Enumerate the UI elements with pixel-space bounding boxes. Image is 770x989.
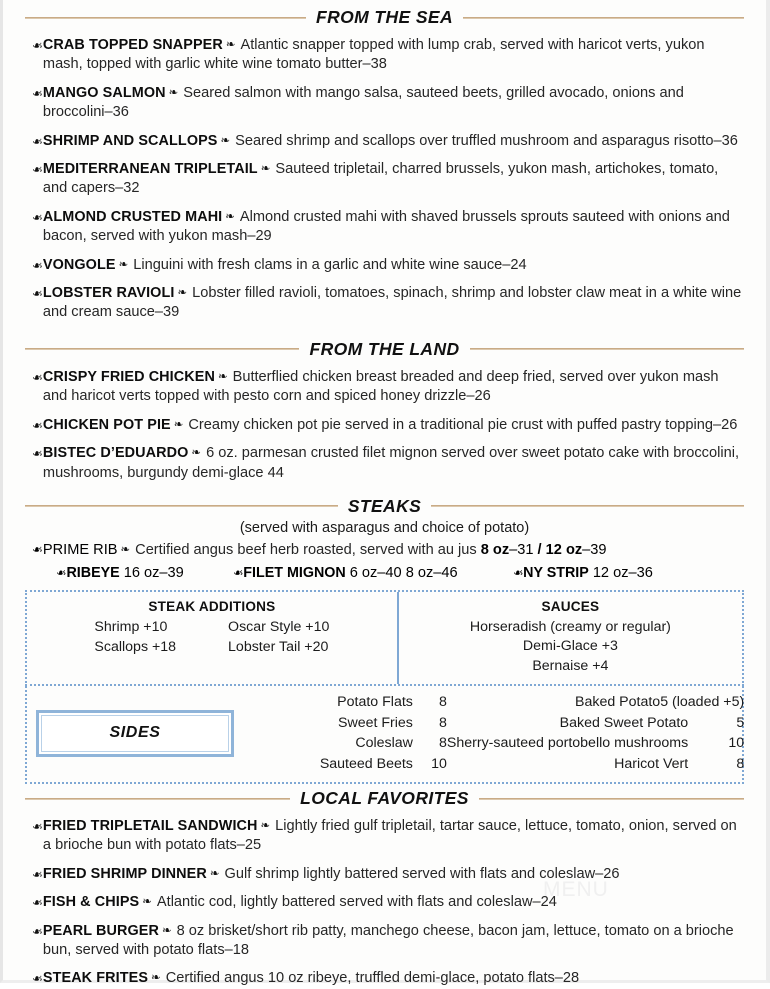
side-price: 8 xyxy=(439,694,447,711)
fleuron-ornament-icon: ❧ xyxy=(217,370,228,383)
list-item[interactable]: Lobster Tail +20 xyxy=(228,638,329,655)
fleuron-ornament-icon: ❧ xyxy=(142,896,152,909)
fleuron-ornament-icon: ❧ xyxy=(168,86,179,99)
divider-rule-left xyxy=(25,17,306,19)
menu-item-description: Atlantic cod, lightly battered served with flats and coleslaw–24 xyxy=(156,894,557,911)
list-item[interactable]: Bernaise +4 xyxy=(532,657,609,674)
fleuron-ornament-icon: ❧ xyxy=(32,286,43,302)
section-title: STEAKS xyxy=(347,495,422,516)
fleuron-ornament-icon: ❧ xyxy=(225,39,236,51)
fleuron-ornament-icon: ❧ xyxy=(32,85,43,101)
fleuron-ornament-icon: ❧ xyxy=(32,257,43,273)
side-name: Baked Sweet Potato xyxy=(559,714,689,731)
menu-item-description: Gulf shrimp lightly battered served with flats and coleslaw–26 xyxy=(224,865,620,882)
menu-item-description: Seared salmon with mango salsa, sauteed beets, grilled avocado, onions and broccolini–36 xyxy=(42,84,684,121)
list-item[interactable]: Shrimp +10 xyxy=(94,618,168,635)
section-title: LOCAL FAVORITES xyxy=(300,788,469,809)
menu-item-body xyxy=(43,893,744,912)
steak-cut-name: RIBEYE xyxy=(66,564,120,581)
sides-columns xyxy=(235,692,745,774)
menu-item-name: CRISPY FRIED CHICKEN xyxy=(42,368,215,385)
divider-rule-right xyxy=(479,798,744,800)
steak-cut-detail: 12 oz–36 xyxy=(592,564,653,581)
side-name: Potato Flats xyxy=(337,694,413,711)
menu-item-body xyxy=(43,416,744,435)
divider-rule-right xyxy=(431,505,744,507)
menu-item-description: 6 oz. parmesan crusted filet mignon served over sweet potato cake with broccolini, mushrooms, burgundy demi-glace 44 xyxy=(42,445,739,481)
fleuron-ornament-icon: ❧ xyxy=(32,162,43,178)
menu-item-body xyxy=(43,284,744,323)
fleuron-ornament-icon: ❧ xyxy=(220,134,231,147)
fleuron-ornament-icon: ❧ xyxy=(32,895,43,911)
menu-item-description: 8 oz brisket/short rib patty, manchego cheese, bacon jam, lettuce, tomato on a brioche bun, served with potato flats–18 xyxy=(42,922,734,959)
menu-item-prime-rib[interactable] xyxy=(25,542,744,558)
side-price: 8 xyxy=(439,714,447,731)
menu-item-name: PRIME RIB xyxy=(42,541,118,558)
steak-cut-detail: 16 oz–39 xyxy=(123,564,184,581)
list-item[interactable]: Scallops +18 xyxy=(94,638,177,655)
section-title: FROM THE LAND xyxy=(309,338,460,359)
fleuron-ornament-icon: ❧ xyxy=(32,446,43,462)
side-price: 5 xyxy=(736,714,745,731)
section-header-steaks xyxy=(25,496,744,517)
section-header-from-the-land xyxy=(25,339,744,360)
prime-rib-size-1: 8 oz xyxy=(480,541,510,558)
fleuron-ornament-icon: ❧ xyxy=(209,867,220,880)
steak-additions-panel xyxy=(27,592,399,684)
prime-rib-price-1: –31 xyxy=(509,541,534,558)
menu-item[interactable] xyxy=(25,969,744,988)
list-item[interactable] xyxy=(447,754,744,774)
fleuron-ornament-icon: ❧ xyxy=(32,38,43,53)
menu-item-name: LOBSTER RAVIOLI xyxy=(42,285,175,302)
menu-item-body xyxy=(43,84,744,123)
menu-item-name: MEDITERRANEAN TRIPLETAIL xyxy=(42,161,258,178)
side-name: Sauteed Beets xyxy=(319,755,413,772)
menu-item[interactable] xyxy=(25,284,744,323)
menu-item-description: Lightly fried gulf tripletail, tartar sauce, lettuce, tomato, onion, served on a brioche bun with potato flats–25 xyxy=(42,818,737,854)
side-name: Sweet Fries xyxy=(337,714,413,731)
menu-item[interactable] xyxy=(25,84,744,123)
fleuron-ornament-icon: ❧ xyxy=(173,418,184,431)
menu-item[interactable] xyxy=(25,36,744,75)
prime-rib-body xyxy=(43,542,607,558)
menu-item-name: PEARL BURGER xyxy=(42,922,159,939)
fleuron-ornament-icon: ❧ xyxy=(225,210,235,223)
list-item[interactable] xyxy=(447,692,744,712)
menu-item-name: BISTEC D’EDUARDO xyxy=(42,445,189,462)
steak-cut-name: FILET MIGNON xyxy=(243,564,346,581)
menu-item-name: MANGO SALMON xyxy=(42,84,166,101)
side-price: 5 (loaded +5) xyxy=(660,694,745,711)
prime-rib-description: Certified angus beef herb roasted, served with au jus xyxy=(135,541,481,558)
prime-rib-price-2: –39 xyxy=(582,541,607,558)
menu-item-name: CHICKEN POT PIE xyxy=(42,416,171,433)
steak-cut-detail: 6 oz–40 8 oz–46 xyxy=(349,564,458,581)
fleuron-ornament-icon: ❧ xyxy=(512,565,524,580)
menu-item[interactable] xyxy=(25,817,744,856)
menu-item-description: Lobster filled ravioli, tomatoes, spinach, shrimp and lobster claw meat in a white wine and cream sauce–39 xyxy=(42,285,742,321)
section-header-from-the-sea xyxy=(25,7,744,28)
steak-cut-filet-mignon[interactable] xyxy=(226,565,458,581)
watermark: MENU xyxy=(543,878,609,901)
steak-additions-grid xyxy=(33,618,391,658)
menu-item-name: STEAK FRITES xyxy=(42,970,149,987)
sides-column-1 xyxy=(239,692,447,774)
steak-cut-ribeye[interactable] xyxy=(49,565,184,581)
fleuron-ornament-icon: ❧ xyxy=(161,924,172,937)
menu-item-name: SHRIMP AND SCALLOPS xyxy=(42,132,218,149)
menu-item-body xyxy=(43,922,744,961)
fleuron-ornament-icon: ❧ xyxy=(32,541,43,557)
fleuron-ornament-icon: ❧ xyxy=(177,287,188,300)
menu-item-body xyxy=(43,817,744,856)
sides-badge: SIDES xyxy=(36,710,234,757)
menu-item-list-from-the-sea xyxy=(25,36,744,323)
steaks-subtitle: (served with asparagus and choice of potato) xyxy=(239,519,530,536)
divider-rule-left xyxy=(25,798,290,800)
menu-item[interactable] xyxy=(25,208,744,247)
menu-item-body xyxy=(43,969,744,988)
menu-item-name: FRIED SHRIMP DINNER xyxy=(42,865,207,882)
divider-rule-right xyxy=(463,17,744,19)
list-item[interactable] xyxy=(239,713,447,733)
steak-cut-name: NY STRIP xyxy=(523,564,589,581)
list-item[interactable] xyxy=(239,733,447,753)
menu-item-description: Atlantic snapper topped with lump crab, served with haricot verts, yukon mash, topped with garlic white wine tomato butter–38 xyxy=(42,37,705,73)
menu-item-body xyxy=(43,208,744,247)
menu-item-body xyxy=(43,368,744,407)
sides-badge-wrapper xyxy=(35,692,235,774)
side-name: Sherry-sauteed portobello mushrooms xyxy=(446,735,689,752)
steak-additions-and-sauces-box xyxy=(25,590,744,686)
section-title: FROM THE SEA xyxy=(315,7,454,27)
menu-item-list-from-the-land xyxy=(25,368,744,483)
divider-rule-right xyxy=(470,348,744,350)
list-item[interactable]: Demi-Glace +3 xyxy=(522,638,618,655)
divider-rule-left xyxy=(25,348,299,350)
fleuron-ornament-icon: ❧ xyxy=(32,923,43,939)
sides-column-2 xyxy=(447,692,744,774)
menu-item-description: Sauteed tripletail, charred brussels, yukon mash, artichokes, tomato, and capers–32 xyxy=(42,161,719,197)
fleuron-ornament-icon: ❧ xyxy=(232,565,244,580)
menu-item-name: FRIED TRIPLETAIL SANDWICH xyxy=(42,818,258,835)
menu-item[interactable] xyxy=(25,160,744,199)
menu-item-name: CRAB TOPPED SNAPPER xyxy=(42,37,223,53)
side-name: Baked Potato xyxy=(575,694,661,711)
menu-item-body xyxy=(43,36,744,75)
menu-item[interactable] xyxy=(25,865,744,884)
menu-item-description: Almond crusted mahi with shaved brussels sprouts sauteed with onions and bacon, served with yukon mash–29 xyxy=(42,208,730,245)
side-price: 10 xyxy=(728,735,745,752)
side-price: 10 xyxy=(431,755,447,772)
fleuron-ornament-icon: ❧ xyxy=(260,163,271,176)
fleuron-ornament-icon: ❧ xyxy=(260,820,271,833)
steak-additions-column-1 xyxy=(94,618,176,658)
fleuron-ornament-icon: ❧ xyxy=(32,971,43,987)
sauces-list xyxy=(405,618,736,676)
menu-item-name: FISH & CHIPS xyxy=(42,894,140,911)
menu-item-body xyxy=(43,256,744,275)
fleuron-ornament-icon: ❧ xyxy=(120,543,131,556)
fleuron-ornament-icon: ❧ xyxy=(32,819,43,835)
menu-item-name: ALMOND CRUSTED MAHI xyxy=(42,208,223,225)
side-name: Haricot Vert xyxy=(614,755,689,772)
menu-item[interactable] xyxy=(25,922,744,961)
menu-item[interactable] xyxy=(25,444,744,483)
menu-item[interactable] xyxy=(25,132,744,151)
sides-box xyxy=(25,686,744,784)
steak-additions-title: STEAK ADDITIONS xyxy=(148,598,276,614)
fleuron-ornament-icon: ❧ xyxy=(151,972,161,985)
list-item[interactable] xyxy=(239,754,447,774)
menu-item-body xyxy=(43,160,744,199)
menu-item[interactable] xyxy=(25,368,744,407)
fleuron-ornament-icon: ❧ xyxy=(32,369,43,385)
menu-item-description: Butterflied chicken breast breaded and deep fried, served over yukon mash and haricot verts topped with pesto corn and spiced honey drizzle–26 xyxy=(42,368,719,405)
steak-cut-ny-strip[interactable] xyxy=(506,565,653,581)
menu-item-description: Creamy chicken pot pie served in a traditional pie crust with puffed pastry topping–26 xyxy=(188,416,738,433)
side-price: 8 xyxy=(736,755,745,772)
prime-rib-size-2: 12 oz xyxy=(545,541,583,558)
menu-item-description: Linguini with fresh clams in a garlic and white wine sauce–24 xyxy=(133,256,527,273)
menu-item-body xyxy=(43,132,744,151)
fleuron-ornament-icon: ❧ xyxy=(32,209,43,225)
menu-item[interactable] xyxy=(25,893,744,912)
fleuron-ornament-icon: ❧ xyxy=(191,447,202,460)
menu-item-body xyxy=(43,444,744,483)
list-item[interactable]: Oscar Style +10 xyxy=(228,618,330,635)
section-header-local-favorites xyxy=(25,788,744,809)
menu-item[interactable] xyxy=(25,416,744,435)
menu-item-body xyxy=(43,865,744,884)
menu-item-description: Seared shrimp and scallops over truffled mushroom and asparagus risotto–36 xyxy=(235,132,738,149)
side-price: 8 xyxy=(439,735,447,752)
sauces-panel xyxy=(399,592,742,684)
fleuron-ornament-icon: ❧ xyxy=(118,258,129,271)
menu-item-description: Certified angus 10 oz ribeye, truffled demi-glace, potato flats–28 xyxy=(165,970,580,987)
sauces-title: SAUCES xyxy=(541,598,600,614)
steak-cuts-row xyxy=(25,565,744,581)
list-item[interactable] xyxy=(447,733,744,753)
menu-item[interactable] xyxy=(25,256,744,275)
fleuron-ornament-icon: ❧ xyxy=(56,565,67,580)
divider-rule-left xyxy=(25,505,338,507)
list-item[interactable] xyxy=(239,692,447,712)
list-item[interactable] xyxy=(447,713,744,733)
list-item[interactable]: Horseradish (creamy or regular) xyxy=(469,618,671,635)
prime-rib-separator: / xyxy=(533,541,546,558)
steak-additions-column-2 xyxy=(228,618,329,658)
fleuron-ornament-icon: ❧ xyxy=(32,866,43,882)
fleuron-ornament-icon: ❧ xyxy=(32,417,43,433)
fleuron-ornament-icon: ❧ xyxy=(32,133,43,149)
menu-item-name: VONGOLE xyxy=(42,256,116,273)
side-name: Coleslaw xyxy=(355,735,413,752)
menu-item-list-local-favorites xyxy=(25,817,744,989)
